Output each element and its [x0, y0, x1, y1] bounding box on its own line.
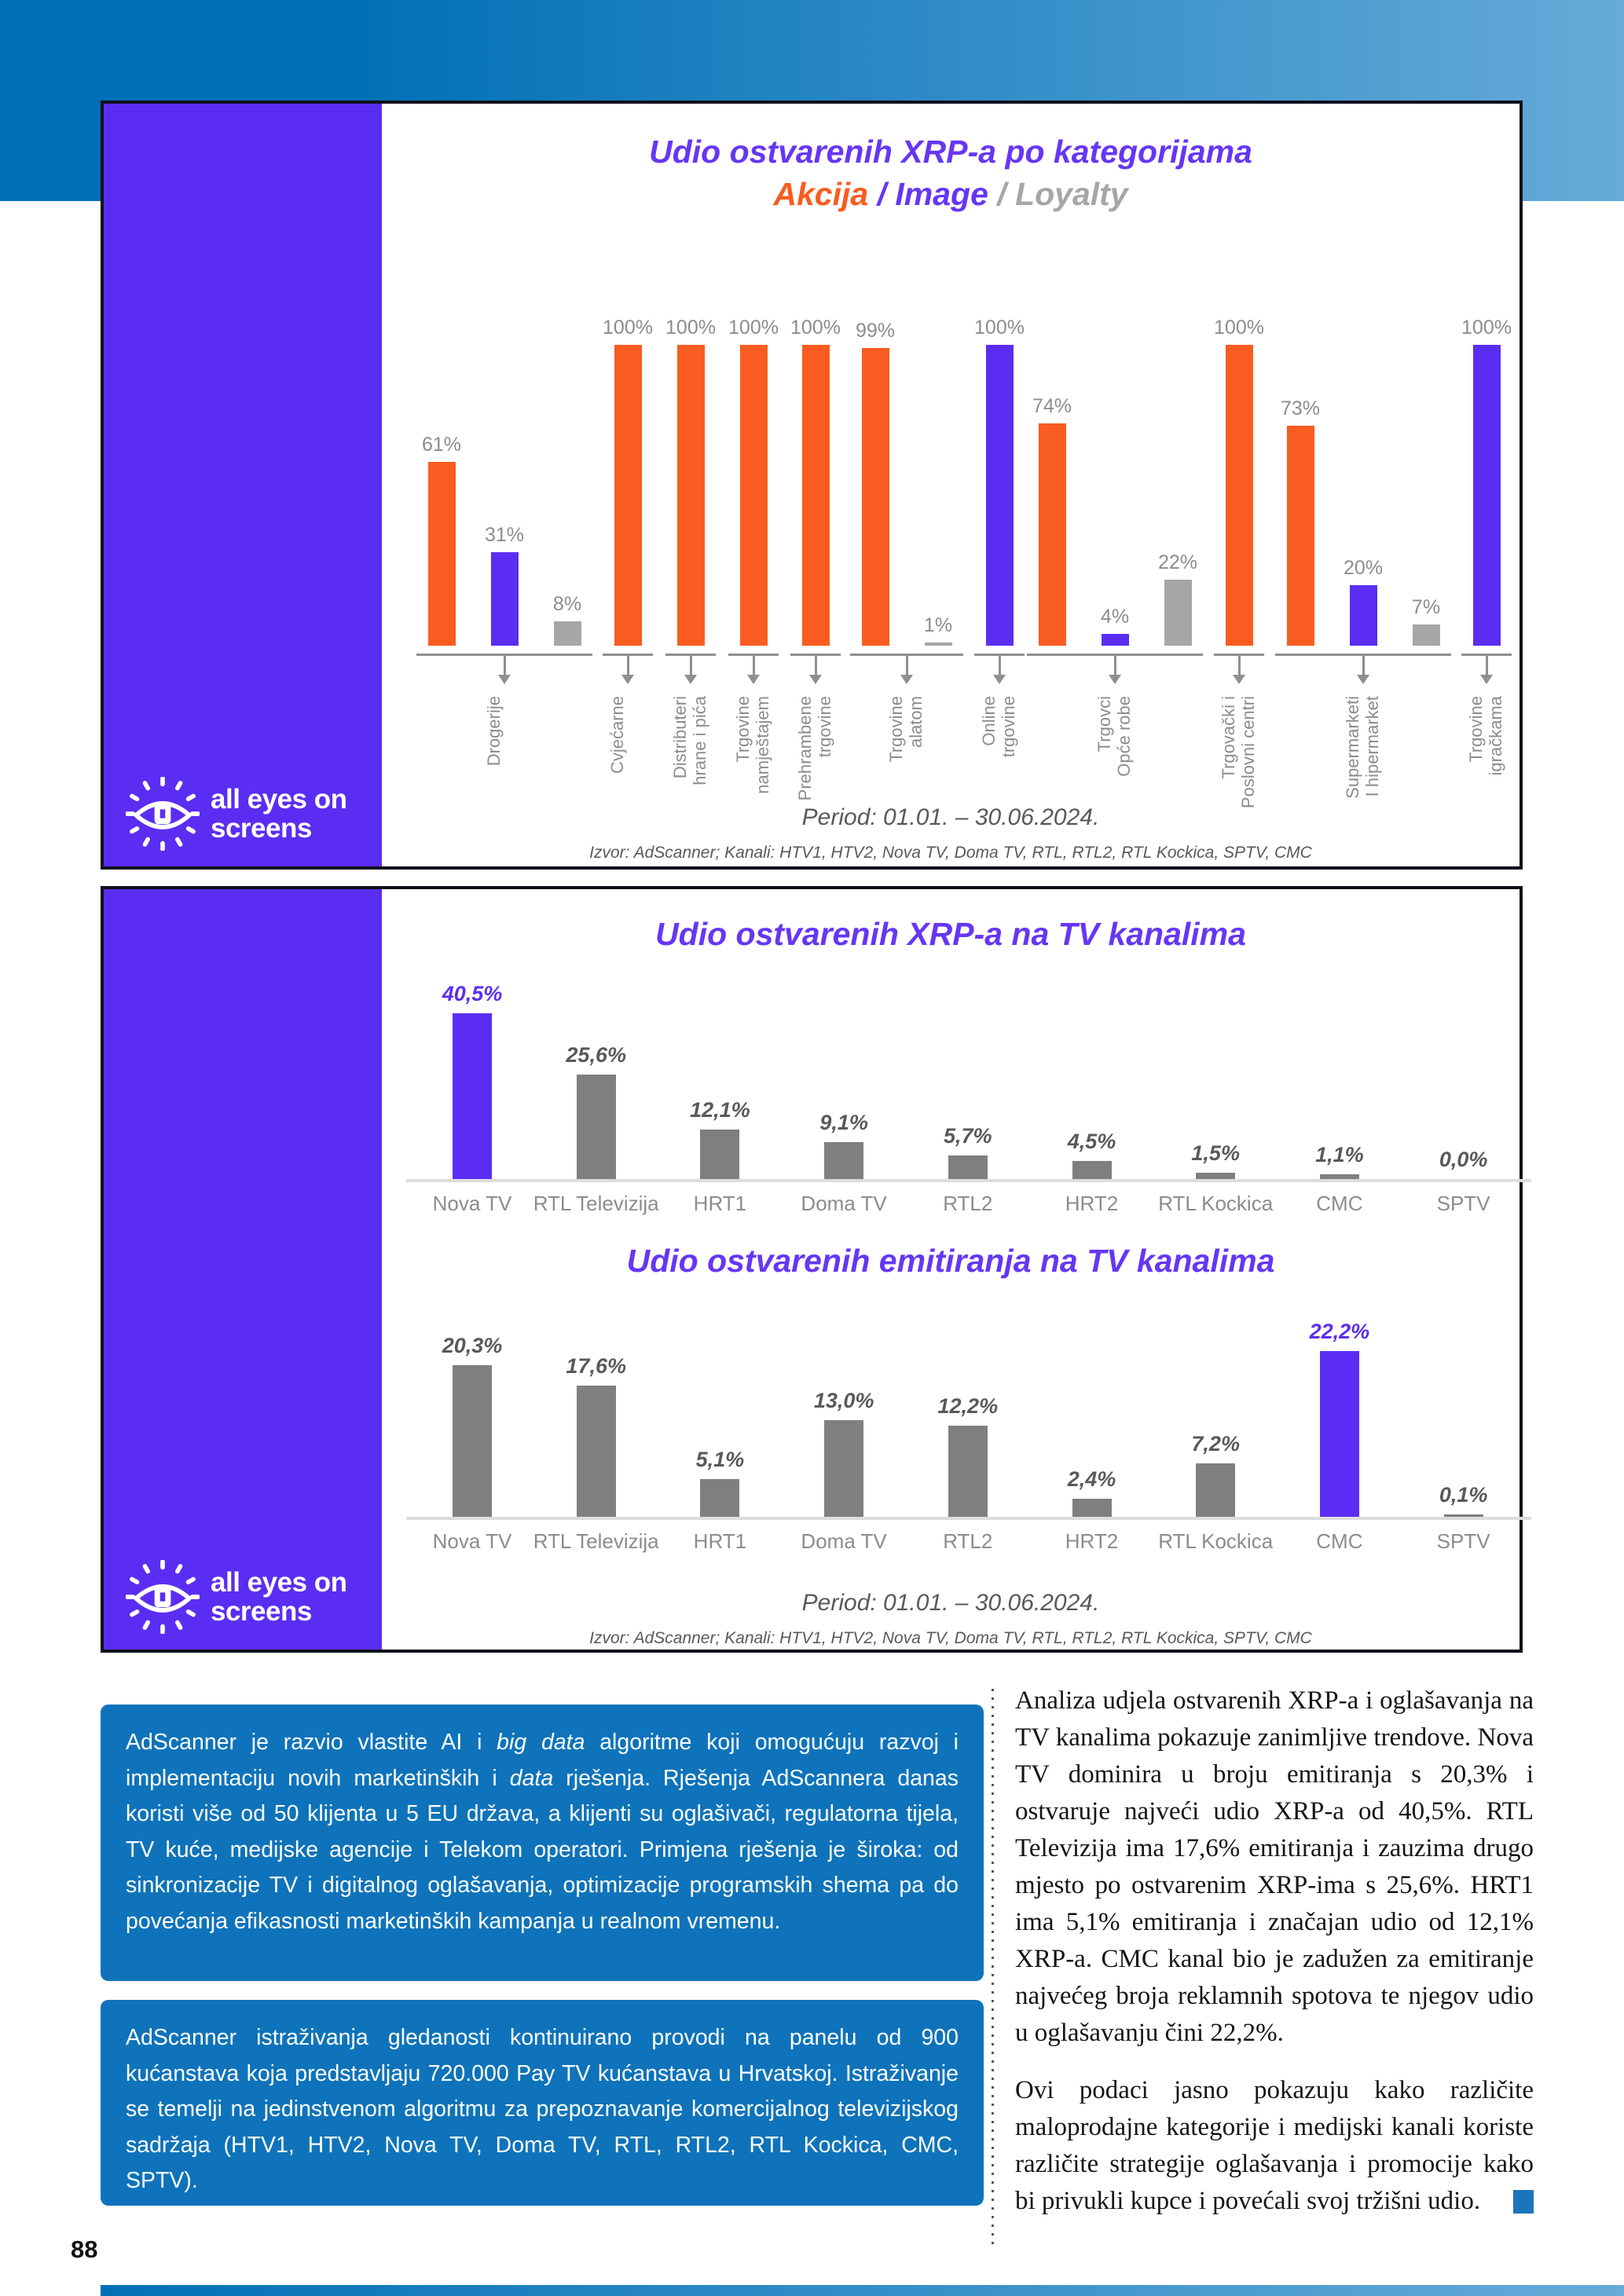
infobox-italic-term: big data	[497, 1730, 585, 1755]
adscanner-infobox-2	[101, 2000, 984, 2206]
category-label: Trgovine igračkama	[1466, 696, 1505, 776]
bar-doma-tv	[824, 1420, 863, 1518]
analysis-paragraph-1: Analiza udjela ostvarenih XRP-a i oglašavanja na TV kanalima pokazuje zanimljive trendove. Nova TV dominira u broju emitiranja s 20,3% i ostvaruje najveći udio XRP-a od 40,5%. RTL Televizija ima 17,6% emitiranja i zauzima drugo mjesto po ostvarenim XRP-ima s 25,6%. HRT1 ima 5,1% emitiranja i značajan udio od 12,1% XRP-a. CMC kanal bio je zadužen za emitiranje najvećeg broja reklamnih spotova te njegov udio u oglašavanju čini 22,2%.	[1015, 1686, 1534, 2047]
infobox-paragraph-1-text: algoritme koji omogućuju razvoj i implementaciju novih marketinških i	[126, 1730, 959, 1791]
channel-label: RTL Televizija	[533, 1529, 659, 1553]
category-label: Cvjećarne	[607, 696, 627, 774]
bar-rtl-kockica	[1196, 1463, 1235, 1517]
axis-arrow-head	[1357, 675, 1369, 684]
article-end-mark	[1513, 2190, 1534, 2214]
axis-arrow-head	[1109, 675, 1121, 684]
axis-arrow-stem	[753, 654, 755, 675]
bar-value-label: 22%	[1157, 551, 1198, 573]
bar-value-label: 0,0%	[1439, 1148, 1488, 1171]
bar-image	[1102, 634, 1129, 646]
channel-label: HRT1	[693, 1192, 747, 1215]
bar-akcija	[677, 345, 705, 646]
bar-value-label: 12,2%	[937, 1394, 999, 1419]
bar-loyalty	[925, 643, 952, 646]
bar-value-label: 2,4%	[1067, 1467, 1116, 1492]
channel-label: SPTV	[1436, 1529, 1490, 1553]
subtitle-akcija: Akcija	[773, 176, 869, 212]
bar-rtl-televizija	[577, 1386, 616, 1517]
bar-akcija	[614, 345, 642, 646]
bar-loyalty	[1164, 580, 1192, 646]
axis-arrow-stem	[1362, 654, 1365, 675]
channel-label: Doma TV	[801, 1529, 887, 1553]
axis-arrow-stem	[1114, 654, 1116, 675]
axis-arrow-head	[809, 675, 822, 684]
chart3-title: Udio ostvarenih emitiranja na TV kanalima	[626, 1243, 1275, 1279]
channel-label: CMC	[1316, 1529, 1363, 1553]
chart2-title: Udio ostvarenih XRP-a na TV kanalima	[655, 916, 1246, 952]
bar-value-label: 20%	[1343, 557, 1384, 580]
category-label: Supermarketi I hipermarket	[1343, 696, 1382, 799]
channel-label: Nova TV	[432, 1192, 512, 1215]
channel-label: HRT1	[693, 1529, 747, 1553]
bar-akcija	[862, 348, 889, 646]
footer-band	[101, 2285, 1624, 2296]
chart2-source-label: Izvor: AdScanner; Kanali: HTV1, HTV2, Nova TV, Doma TV, RTL, RTL2, RTL Kockica, SPTV, CMC	[589, 1629, 1312, 1647]
bar-image	[1350, 585, 1377, 646]
bar-akcija	[802, 345, 830, 646]
bar-value-label: 5,7%	[944, 1124, 992, 1148]
bar-value-label: 0,1%	[1439, 1483, 1488, 1507]
category-label: Trgovine alatom	[886, 696, 926, 763]
logo-line-2: screens	[211, 813, 312, 844]
channel-label: RTL Kockica	[1158, 1192, 1274, 1215]
bar-image	[986, 345, 1014, 646]
bar-value-label: 74%	[1032, 394, 1072, 417]
category-label: Online trgovine	[979, 696, 1018, 758]
bar-value-label: 8%	[552, 593, 582, 616]
bar-akcija	[740, 345, 768, 646]
bar-akcija	[1226, 345, 1253, 646]
channel-label: RTL Televizija	[533, 1192, 659, 1215]
bar-value-label: 25,6%	[566, 1042, 626, 1067]
subtitle-separator-1: /	[868, 176, 896, 212]
channel-label: RTL2	[943, 1192, 993, 1215]
axis-arrow-head	[684, 675, 697, 684]
channel-label: RTL2	[943, 1529, 993, 1553]
bar-value-label: 13,0%	[813, 1388, 874, 1412]
bar-value-label: 17,6%	[566, 1353, 626, 1378]
axis-arrow-stem	[504, 654, 506, 675]
channel-label: Nova TV	[432, 1529, 512, 1553]
channel-label: Doma TV	[801, 1192, 887, 1215]
bar-hrt1	[700, 1479, 739, 1517]
analysis-column	[1015, 1683, 1534, 2240]
axis-arrow-head	[621, 675, 634, 684]
bar-value-label: 1,5%	[1191, 1141, 1240, 1166]
axis-arrow-head	[900, 675, 913, 684]
axis-arrow-head	[1233, 675, 1245, 684]
bar-value-label: 100%	[1461, 317, 1512, 339]
infobox-italic-term: data	[509, 1765, 554, 1791]
axis-arrow-stem	[999, 654, 1001, 675]
channel-label: CMC	[1316, 1192, 1363, 1215]
bar-value-label: 7,2%	[1191, 1431, 1240, 1456]
bar-value-label: 73%	[1280, 397, 1321, 420]
bar-loyalty	[554, 621, 581, 646]
bar-value-label: 61%	[421, 434, 462, 456]
category-label: Drogerije	[484, 696, 504, 767]
chart1-title: Udio ostvarenih XRP-a po kategorijama	[649, 134, 1252, 170]
bar-value-label: 100%	[665, 317, 716, 339]
category-label: Trgovine namještajem	[733, 696, 772, 794]
adscanner-infobox-1	[101, 1705, 984, 1981]
bar-rtl2	[948, 1426, 988, 1517]
bar-value-label: 20,3%	[442, 1334, 503, 1358]
chart-panel-xrp-categories	[101, 101, 1523, 870]
chart2-period-label: Period: 01.01. – 30.06.2024.	[801, 1590, 1100, 1616]
axis-baseline	[406, 1517, 1531, 1520]
axis-arrow-stem	[690, 654, 692, 675]
column-divider	[992, 1689, 994, 2248]
category-label: Trgovci Opće robe	[1094, 696, 1134, 777]
analysis-paragraph-2-text: Ovi podaci jasno pokazuju kako različite maloprodajne kategorije i medijski kanali koriste različite strategije oglašavanja i promocije kako bi privukli kupce i povećali svoj tržišni udio.	[1015, 2076, 1534, 2215]
axis-arrow-head	[747, 675, 760, 684]
bar-value-label: 1%	[923, 614, 953, 637]
bar-sptv	[1444, 1514, 1483, 1517]
axis-arrow-stem	[627, 654, 629, 675]
bar-hrt2	[1072, 1499, 1112, 1517]
bar-value-label: 12,1%	[690, 1098, 750, 1122]
axis-arrow-head	[498, 675, 511, 684]
subtitle-separator-2: /	[988, 176, 1016, 212]
subtitle-image: Image	[895, 176, 988, 212]
category-label: Prehrambene trgovine	[795, 696, 834, 801]
bar-value-label: 100%	[728, 317, 779, 339]
bar-value-label: 100%	[790, 317, 841, 339]
axis-arrow-head	[1480, 675, 1493, 684]
channel-label: HRT2	[1065, 1192, 1119, 1215]
logo-line-1: all eyes on	[211, 784, 347, 815]
axis-arrow-head	[993, 675, 1006, 684]
bar-value-label: 9,1%	[819, 1110, 868, 1134]
bar-image	[1473, 345, 1501, 646]
bar-value-label: 1,1%	[1315, 1143, 1364, 1167]
channel-label: RTL Kockica	[1158, 1529, 1274, 1553]
channel-label: HRT2	[1065, 1529, 1119, 1553]
bar-akcija	[1039, 423, 1066, 646]
bar-akcija	[428, 462, 456, 646]
page-number: 88	[71, 2236, 98, 2263]
bar-cmc	[1320, 1351, 1359, 1517]
bar-value-label: 100%	[603, 317, 653, 339]
bar-value-label: 7%	[1411, 596, 1441, 619]
chart1-period-label: Period: 01.01. – 30.06.2024.	[801, 804, 1100, 830]
axis-arrow-stem	[1486, 654, 1488, 675]
bar-value-label: 40,5%	[442, 982, 503, 1006]
bar-value-label: 5,1%	[695, 1447, 745, 1471]
bar-value-label: 31%	[484, 524, 525, 547]
chart3-plot	[104, 889, 1520, 1650]
bar-value-label: 99%	[855, 319, 896, 342]
infobox-paragraph-1-text: rješenja. Rješenja AdScannera danas koristi više od 50 klijenta u 5 EU država, a klijenti su oglašivači, regulatorna tijela, TV kuće, medijske agencije i Telekom operatori. Primjena rješenja je široka: od sinkronizacije TV i digitalnog oglašavanja, optimizacije programskih shema pa do povećanja efikasnosti marketinških kampanja u realnom vremenu.	[126, 1765, 959, 1934]
bar-value-label: 4%	[1100, 605, 1130, 628]
channel-label: SPTV	[1436, 1192, 1490, 1215]
category-label: Distributeri hrane i pića	[670, 696, 709, 785]
axis-arrow-stem	[815, 654, 817, 675]
logo-line-1: all eyes on	[211, 1567, 347, 1598]
subtitle-loyalty: Loyalty	[1015, 176, 1128, 212]
bar-nova-tv	[453, 1365, 492, 1517]
bar-value-label: 100%	[1214, 317, 1264, 339]
axis-arrow-stem	[1238, 654, 1241, 675]
bar-value-label: 22,2%	[1309, 1320, 1370, 1344]
bar-image	[491, 552, 519, 646]
bar-akcija	[1287, 426, 1314, 646]
axis-arrow-stem	[906, 654, 908, 675]
chart-panel-tv-channels	[101, 886, 1523, 1653]
bar-value-label: 4,5%	[1067, 1129, 1116, 1153]
bar-value-label: 100%	[974, 317, 1025, 339]
infobox-paragraph-1-text: AdScanner je razvio vlastite AI i	[126, 1730, 497, 1755]
logo-line-2: screens	[211, 1596, 312, 1627]
chart1-source-label: Izvor: AdScanner; Kanali: HTV1, HTV2, Nova TV, Doma TV, RTL, RTL2, RTL Kockica, SPTV, CMC	[589, 844, 1312, 862]
infobox-paragraph-2: AdScanner istraživanja gledanosti kontinuirano provodi na panelu od 900 kućanstava koja predstavljaju 720.000 Pay TV kućanstava u Hrvatskoj. Istraživanje se temelji na jedinstvenom algoritmu za prepoznavanje komercijalnog televizijskog sadržaja (HTV1, HTV2, Nova TV, Doma TV, RTL, RTL2, RTL Kockica, CMC, SPTV).	[126, 2025, 959, 2193]
category-label: Trgovački i Poslovni centri	[1219, 696, 1258, 809]
analysis-paragraph-2	[1015, 2072, 1534, 2220]
chart1-plot	[104, 104, 1520, 866]
bar-loyalty	[1413, 624, 1440, 646]
